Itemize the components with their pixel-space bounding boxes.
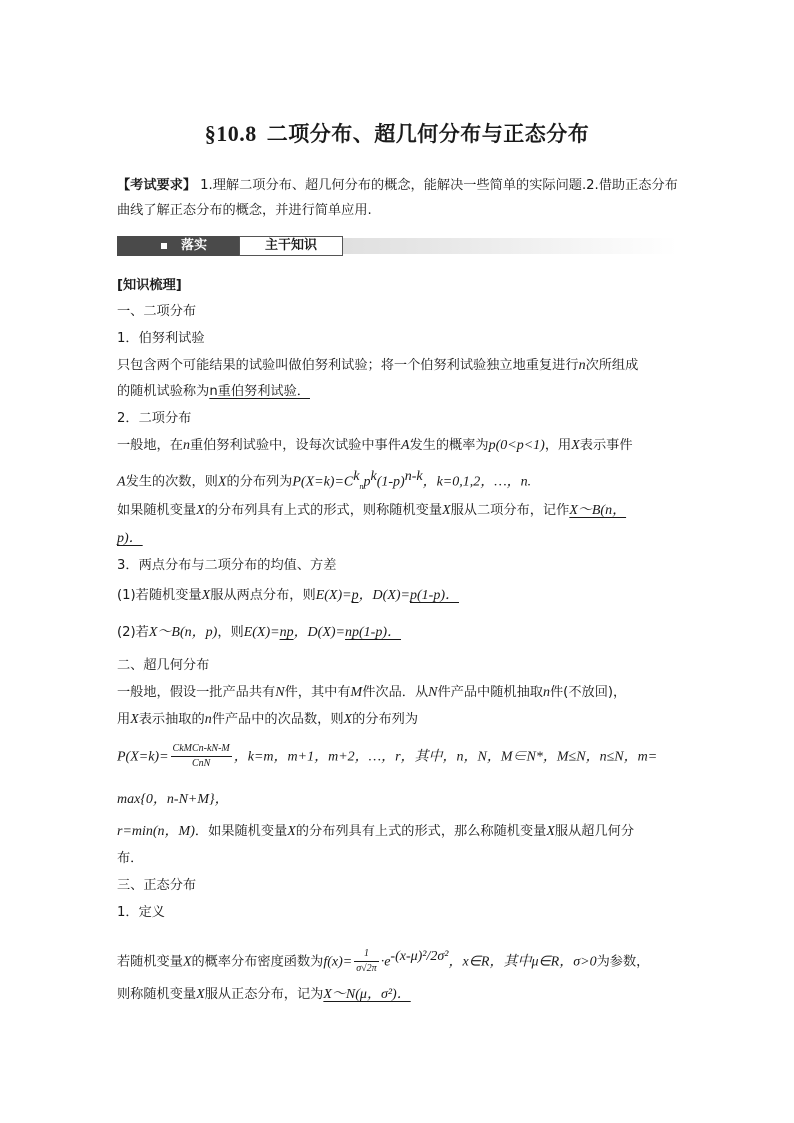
math: n xyxy=(578,358,586,373)
text: 表示抽取的 xyxy=(138,712,205,727)
fraction-denominator: CnN xyxy=(191,758,211,769)
text: 次所组成 xyxy=(585,358,639,373)
math-sup: n-k xyxy=(404,469,423,484)
square-bullet-icon xyxy=(161,243,167,249)
sec1-heading: 一、二项分布 xyxy=(117,304,197,319)
fill-answer: p xyxy=(351,588,359,603)
math: E(X)= xyxy=(243,625,280,640)
math-sup: k xyxy=(370,469,377,484)
math: N xyxy=(275,685,285,700)
math: n xyxy=(542,685,550,700)
math: M xyxy=(350,685,363,700)
page-title xyxy=(0,118,794,148)
sec1-paragraph-line xyxy=(117,356,677,376)
math: X xyxy=(182,954,192,970)
math-sup: k xyxy=(353,469,360,484)
text: 服从二项分布，记作 xyxy=(450,503,570,518)
math: ，D(X)= xyxy=(293,625,345,640)
math-sub: n xyxy=(359,482,364,492)
text: 发生的次数，则 xyxy=(125,474,218,490)
sec1-paragraph-line xyxy=(117,586,677,606)
math: X xyxy=(217,474,227,490)
sec3-paragraph-line xyxy=(117,985,677,1005)
fill-answer: n重伯努利试验． xyxy=(209,384,310,399)
sec2-formula-line xyxy=(117,742,677,773)
math: (1-p) xyxy=(376,474,405,490)
math: n xyxy=(204,712,212,727)
math: X xyxy=(201,588,211,603)
sec1-sub3: 3．两点分布与二项分布的均值、方差 xyxy=(117,558,337,573)
text: ，则 xyxy=(217,625,244,640)
math: r=min(n，M) xyxy=(117,824,195,839)
math: P(X=k)= xyxy=(117,749,169,765)
math: N xyxy=(428,685,438,700)
exam-requirements xyxy=(117,173,679,223)
math: X xyxy=(196,503,205,518)
fill-answer: X～B(n， xyxy=(569,503,627,518)
text: 件次品．从 xyxy=(362,685,429,700)
text: ．如果随机变量 xyxy=(194,824,288,839)
math: ，x∈R，其中 xyxy=(448,954,532,970)
banner-right-label: 主干知识 xyxy=(239,236,343,256)
knowledge-label: [知识梳理] xyxy=(117,278,182,293)
text: 件产品中的次品数，则 xyxy=(211,712,344,727)
requirements-text: 1.理解二项分布、超几何分布的概念，能解决一些简单的实际问题.2.借助正态分布曲线了解正态分布的概念，并进行简单应用. xyxy=(117,178,678,218)
sec1-sub1: 1．伯努利试验 xyxy=(117,331,205,346)
hypergeometric-fraction xyxy=(171,742,232,771)
math: p(0<p<1) xyxy=(488,438,545,453)
requirements-tag: 【考试要求】 xyxy=(117,178,197,193)
text: 的分布列具有上式的形式，则称随机变量 xyxy=(204,503,443,518)
text: (1)若随机变量 xyxy=(117,588,202,603)
math: ，k=0,1,2，…，n. xyxy=(422,474,532,490)
math: X xyxy=(287,824,296,839)
text: 的分布列具有上式的形式，那么称随机变量 xyxy=(295,824,547,839)
exponent: -(x-μ)²/2σ² xyxy=(390,949,449,964)
sec3-formula-line xyxy=(117,940,677,979)
section-banner xyxy=(117,236,677,256)
text: 的随机试验称为 xyxy=(117,384,210,399)
sec2-paragraph-line xyxy=(117,790,677,810)
math: A xyxy=(117,474,126,490)
banner-left-label: 落实 xyxy=(181,238,208,253)
text: 一般地，假设一批产品共有 xyxy=(117,685,276,700)
sec1-paragraph-line xyxy=(117,382,677,402)
text: 服从两点分布，则 xyxy=(210,588,316,603)
text: 若随机变量 xyxy=(117,954,183,970)
math: E(X)= xyxy=(315,588,352,603)
math: f(x)= xyxy=(323,954,353,970)
sec1-paragraph-line xyxy=(117,501,677,521)
math: X xyxy=(196,987,205,1002)
sec1-paragraph-line xyxy=(117,436,677,456)
text: 服从正态分布，记为 xyxy=(204,987,324,1002)
sec2-paragraph-line xyxy=(117,710,677,730)
sec2-paragraph-line xyxy=(117,683,677,703)
text: (2)若 xyxy=(117,625,149,640)
text: 则称随机变量 xyxy=(117,987,197,1002)
text: 服从超几何分 xyxy=(554,824,635,839)
text: 的概率分布密度函数为 xyxy=(191,954,324,970)
sec1-paragraph-line xyxy=(117,623,677,643)
text: 件(不放回)， xyxy=(549,685,627,700)
fill-answer: p(1-p)． xyxy=(410,588,459,603)
fill-answer: X～N(μ，σ²)． xyxy=(323,987,411,1002)
text: 发生的概率为 xyxy=(409,438,489,453)
normal-density-fraction xyxy=(354,947,378,976)
sec2-paragraph-line: 布． xyxy=(117,851,144,866)
text: 用 xyxy=(117,712,131,727)
text: 件产品中随机抽取 xyxy=(437,685,543,700)
math: X xyxy=(571,438,580,453)
math: p xyxy=(363,474,371,490)
math: μ∈R，σ>0 xyxy=(531,954,597,970)
section-number: §10.8 xyxy=(204,121,257,146)
fraction-numerator: CkMCn-kN-M xyxy=(171,742,232,757)
text: 的分布列为 xyxy=(226,474,293,490)
sec2-paragraph-line xyxy=(117,822,677,842)
math: X～B(n，p) xyxy=(148,625,218,640)
title-text: 二项分布、超几何分布与正态分布 xyxy=(266,122,590,146)
math: n xyxy=(182,438,190,453)
sec2-heading: 二、超几何分布 xyxy=(117,658,210,673)
text: 的分布列为 xyxy=(352,712,419,727)
math: X xyxy=(546,824,555,839)
text: 重伯努利试验中，设每次试验中事件 xyxy=(189,438,401,453)
text: 表示事件 xyxy=(579,438,633,453)
math: ，k=m，m+1，m+2，…，r，其中，n，N，M∈N*，M≤N，n≤N，m= xyxy=(233,749,658,765)
math: ，D(X)= xyxy=(358,588,410,603)
text: 如果随机变量 xyxy=(117,503,197,518)
math: max{0，n-N+M}， xyxy=(117,792,229,807)
text: 件，其中有 xyxy=(284,685,351,700)
math: ·e xyxy=(380,954,391,970)
sec1-sub2: 2．二项分布 xyxy=(117,411,192,426)
fraction-denominator: σ√2π xyxy=(356,962,377,974)
fill-answer: np(1-p)． xyxy=(345,625,401,640)
text: 只包含两个可能结果的试验叫做伯努利试验；将一个伯努利试验独立地重复进行 xyxy=(117,358,579,373)
math: X xyxy=(130,712,139,727)
sec1-paragraph-line xyxy=(117,529,677,549)
text: 一般地，在 xyxy=(117,438,183,453)
math: P(X=k)=C xyxy=(292,474,354,490)
fill-answer: np xyxy=(279,625,294,640)
text: 为参数， xyxy=(596,954,650,970)
fill-answer: p)． xyxy=(117,531,143,546)
sec3-sub1: 1．定义 xyxy=(117,905,165,920)
banner-dark-block xyxy=(117,236,239,256)
text: ，用 xyxy=(544,438,572,453)
sec3-heading: 三、正态分布 xyxy=(117,878,197,893)
math: X xyxy=(442,503,451,518)
fraction-numerator: 1 xyxy=(354,947,378,962)
math: A xyxy=(400,438,410,453)
math: X xyxy=(343,712,353,727)
sec1-paragraph-line xyxy=(117,467,677,497)
